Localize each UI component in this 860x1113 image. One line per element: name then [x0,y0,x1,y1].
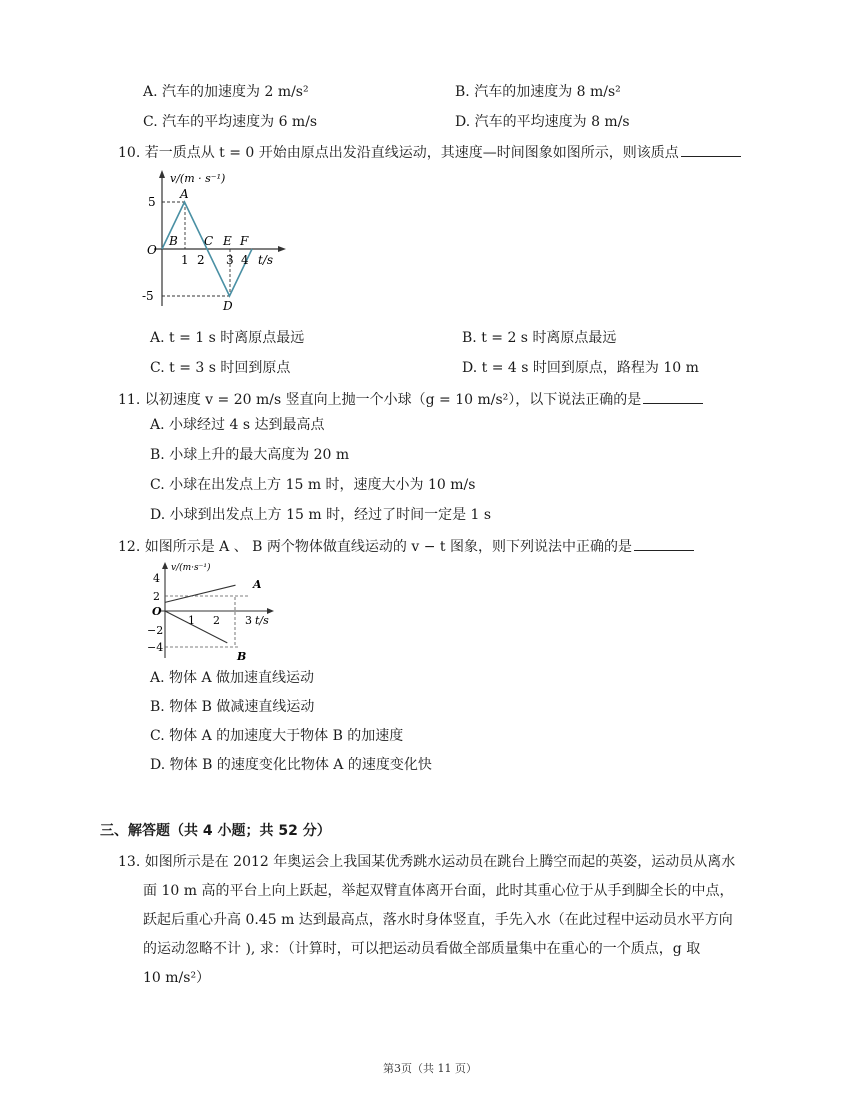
q12-xtick-1: 1 [188,614,195,627]
q12-origin: O [152,605,162,618]
q12-label-b: B [237,650,247,663]
q13-line-1: 13. 如图所示是在 2012 年奥运会上我国某优秀跳水运动员在跳台上腾空而起的英姿，运动员从离水 [118,854,736,870]
q10-origin: O [147,243,157,257]
q10-point-b: B [169,234,178,248]
q10-option-d: D. t = 4 s 时回到原点，路程为 10 m [462,360,699,376]
q12-series-a-line [165,585,236,602]
q12-ylabel: v/(m·s⁻¹) [171,563,211,573]
q12-xlabel: t/s [255,614,269,627]
q10-ylabel: v/(m · s⁻¹) [170,172,226,185]
q12-ytick-4: 4 [153,572,160,585]
q13-line-3: 跃起后重心升高 0.45 m 达到最高点，落水时身体竖直，手先入水（在此过程中运动员水平方向 [143,912,733,928]
q11-option-a: A. 小球经过 4 s 达到最高点 [150,417,325,433]
answer-blank [634,536,694,551]
page-footer: 第3页（共 11 页） [383,1062,477,1075]
q12-stem-text: 12. 如图所示是 A 、 B 两个物体做直线运动的 v − t 图象，则下列说法中正确的是 [118,539,632,555]
q10-vt-graph [140,166,290,316]
q10-stem [118,142,741,163]
q10-point-a: A [180,187,189,201]
q13-line-2: 面 10 m 高的平台上向上跃起，举起双臂直体离开台面，此时其重心位于从手到脚全长的中点， [143,883,734,899]
q12-option-a: A. 物体 A 做加速直线运动 [150,670,315,686]
q12-xtick-3: 3 [245,614,252,627]
answer-blank [681,142,741,157]
q10-xtick-3: 3 [226,253,234,267]
q10-xlabel: t/s [258,253,274,267]
q12-ytick-neg4: −4 [147,641,164,654]
q12-ytick-2: 2 [153,590,160,603]
q9-option-a: A. 汽车的加速度为 2 m/s² [143,84,309,100]
q12-ytick-neg2: −2 [147,624,164,637]
q12-option-d: D. 物体 B 的速度变化比物体 A 的速度变化快 [150,757,432,773]
q10-stem-text: 10. 若一质点从 t = 0 开始由原点出发沿直线运动，其速度—时间图象如图所示，则该质点 [118,145,679,161]
q10-xtick-2: 2 [197,253,205,267]
q12-stem [118,536,694,557]
q12-xtick-2: 2 [213,614,220,627]
q10-option-b: B. t = 2 s 时离原点最远 [462,330,617,346]
q12-vt-graph [143,560,283,666]
q10-xtick-1: 1 [181,253,189,267]
answer-blank [643,389,703,404]
q13-line-5: 10 m/s²） [143,970,211,986]
q10-ytick-5: 5 [148,195,156,209]
q10-point-f: F [240,234,249,248]
q9-option-c: C. 汽车的平均速度为 6 m/s [143,114,318,130]
q10-point-d: D [223,299,233,313]
q10-point-e: E [223,234,232,248]
q11-stem [118,389,703,410]
q11-stem-text: 11. 以初速度 v = 20 m/s 竖直向上抛一个小球（g = 10 m/s²），以下说法正确的是 [118,392,642,408]
q9-option-b: B. 汽车的加速度为 8 m/s² [455,84,621,100]
q10-point-c: C [204,234,214,248]
q11-option-b: B. 小球上升的最大高度为 20 m [150,447,350,463]
q10-option-a: A. t = 1 s 时离原点最远 [150,330,305,346]
q12-label-a: A [253,578,262,591]
q10-option-c: C. t = 3 s 时回到原点 [150,360,291,376]
q12-option-c: C. 物体 A 的加速度大于物体 B 的加速度 [150,728,404,744]
q10-xtick-4: 4 [241,253,249,267]
q13-line-4: 的运动忽略不计 ), 求：（计算时，可以把运动员看做全部质量集中在重心的一个质点，g 取 [143,941,701,957]
section-title: 三、解答题（共 4 小题；共 52 分） [100,823,331,839]
q10-ytick-neg5: -5 [142,289,154,303]
q9-option-d: D. 汽车的平均速度为 8 m/s [455,114,630,130]
q12-option-b: B. 物体 B 做减速直线运动 [150,699,315,715]
q11-option-c: C. 小球在出发点上方 15 m 时，速度大小为 10 m/s [150,477,476,493]
q11-option-d: D. 小球到出发点上方 15 m 时，经过了时间一定是 1 s [150,507,492,523]
